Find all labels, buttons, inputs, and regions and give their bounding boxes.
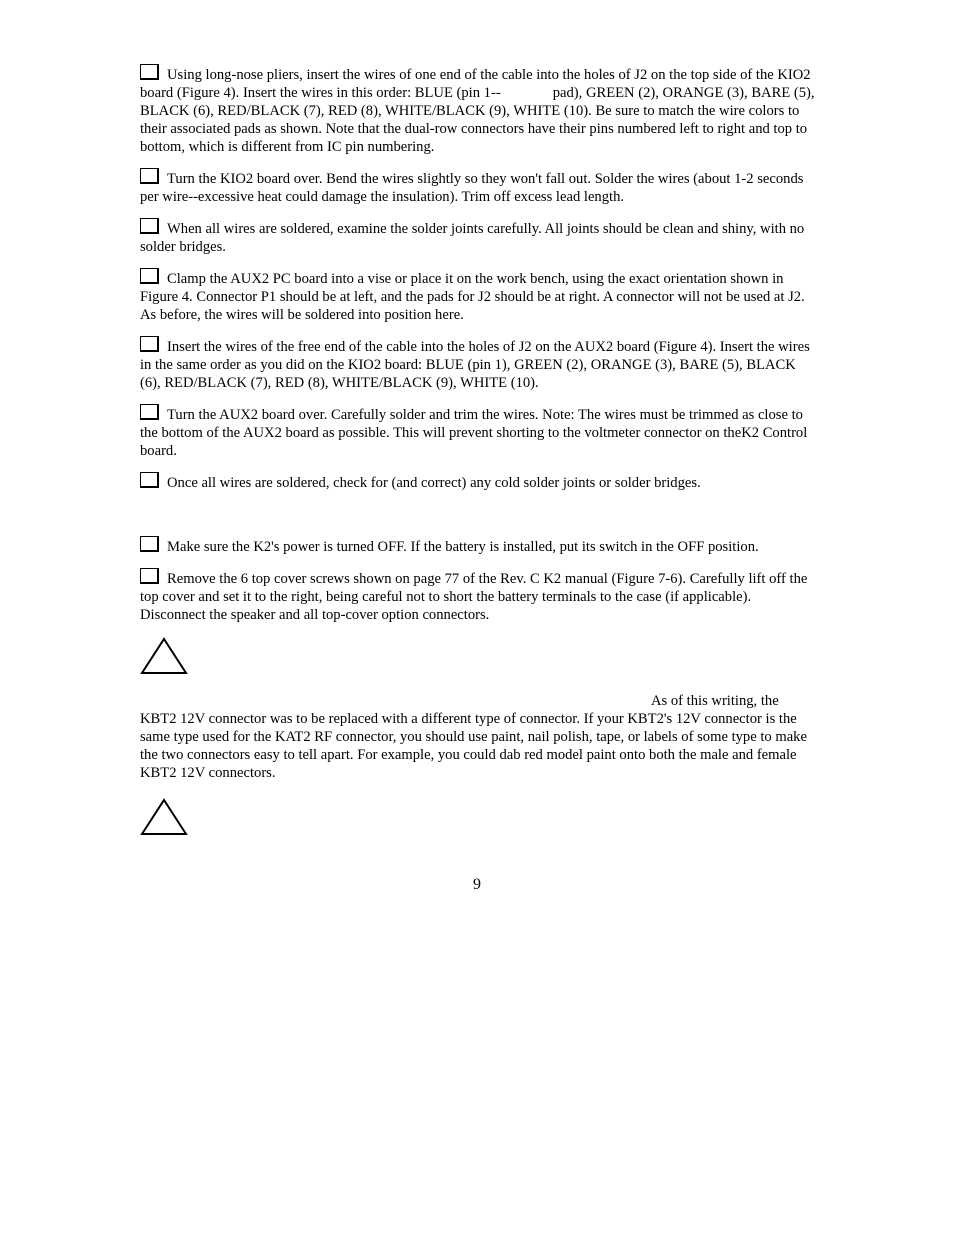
checkbox-icon[interactable] bbox=[140, 168, 159, 184]
step-7: Once all wires are soldered, check for (and correct) any cold solder joints or solder bridges. bbox=[140, 472, 815, 492]
step-6: Turn the AUX2 board over. Carefully solder and trim the wires. Note: The wires must be trimmed as close to the bottom of the AUX2 board as possible. This will prevent shorting to the voltmeter connector on theK2 Control board. bbox=[140, 404, 815, 460]
checkbox-icon[interactable] bbox=[140, 218, 159, 234]
checkbox-icon[interactable] bbox=[140, 568, 159, 584]
warning-triangle-icon bbox=[140, 636, 188, 676]
document-page bbox=[140, 64, 815, 837]
page-number: 9 bbox=[473, 876, 481, 893]
checkbox-icon[interactable] bbox=[140, 536, 159, 552]
step-5: Insert the wires of the free end of the cable into the holes of J2 on the AUX2 board (Figure 4). Insert the wires in the same order as you did on the KIO2 board: BLUE (pin 1), GREEN (2), ORANGE (3), BARE (5), BLACK (6), RED/BLACK (7), RED (8), WHITE/BLACK (9), WHITE (10). bbox=[140, 336, 815, 392]
step-9: Remove the 6 top cover screws shown on page 77 of the Rev. C K2 manual (Figure 7-6). Carefully lift off the top cover and set it to the right, being careful not to short the battery terminals to the case (if applicable). Disconnect the speaker and all top-cover option connectors. bbox=[140, 568, 815, 624]
checkbox-icon[interactable] bbox=[140, 336, 159, 352]
checkbox-icon[interactable] bbox=[140, 404, 159, 420]
step-2: Turn the KIO2 board over. Bend the wires slightly so they won't fall out. Solder the wires (about 1-2 seconds per wire--excessive heat could damage the insulation). Trim off excess lead length. bbox=[140, 168, 815, 206]
checkbox-icon[interactable] bbox=[140, 268, 159, 284]
step-4: Clamp the AUX2 PC board into a vise or place it on the work bench, using the exact orientation shown in Figure 4. Connector P1 should be at left, and the pads for J2 should be at right. A connector will not be used at J2. As before, the wires will be soldered into position here. bbox=[140, 268, 815, 324]
step-3: When all wires are soldered, examine the solder joints carefully. All joints should be clean and shiny, with no solder bridges. bbox=[140, 218, 815, 256]
step-8: Make sure the K2's power is turned OFF. If the battery is installed, put its switch in the OFF position. bbox=[140, 536, 815, 556]
warning-triangle-icon bbox=[140, 797, 188, 837]
checkbox-icon[interactable] bbox=[140, 64, 159, 80]
caution-note: As of this writing, the KBT2 12V connector was to be replaced with a different type of connector. If your KBT2's 12V connector is the same type used for the KAT2 RF connector, you should use paint, nail polish, tape, or labels of some type to make the two connectors easy to tell apart. For example, you could dab red model paint onto both the male and female KBT2 12V connectors. bbox=[140, 693, 807, 781]
step-1: Using long-nose pliers, insert the wires of one end of the cable into the holes of J2 on the top side of the KIO2 board (Figure 4). Insert the wires in this order: BLUE (pin 1-- pad), GREEN (2), ORANGE (3), BARE (5), BLACK (6), RED/BLACK (7), RED (8), WHITE/BLACK (9), WHITE (10). Be sure to match the wire colors to their associated pads as shown. Note that the dual-row connectors have their pins numbered left to right and top to bottom, which is different from IC pin numbering. bbox=[140, 64, 815, 156]
checkbox-icon[interactable] bbox=[140, 472, 159, 488]
